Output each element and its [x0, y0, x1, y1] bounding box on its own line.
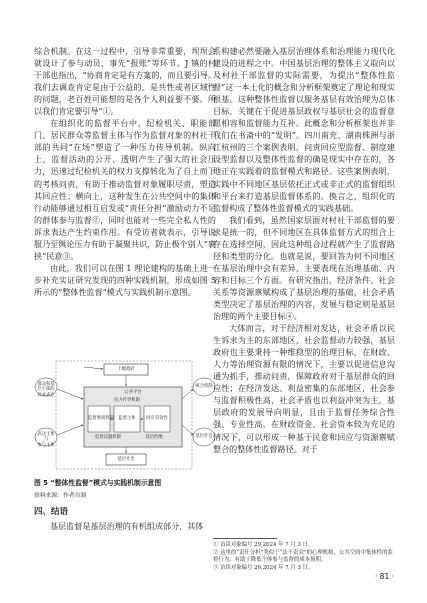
label-pressure: 压力传导机制 [114, 398, 140, 403]
label-inner-right: 回应有效性 [146, 416, 168, 421]
arrow [57, 389, 83, 399]
footnote-divider [213, 538, 277, 539]
label-right-bottom: 基层社会 [195, 434, 213, 439]
left-column [34, 46, 216, 299]
figure-source: 资料来源：作者自制 [34, 493, 87, 499]
figure-5-diagram [34, 359, 216, 473]
label-platform: 公共平台 [124, 390, 142, 395]
footnote: ② 这里的“责任分担”类似于“法不责众”的心理机制，公共空间中集体性的监督行为，有助于降低个体参与监督的成本预期。 [213, 549, 393, 564]
label-right-top: 统合机制 [195, 384, 213, 389]
arrow [182, 425, 193, 435]
arrow [84, 367, 103, 369]
footnote: ① 访谈对象编号 29,2024 年 7 月 3 日。 [213, 542, 314, 548]
label-left-top: 群众和基层干部的 诉求表达 [37, 382, 55, 398]
conclusion-block [34, 521, 216, 533]
body-paragraph: 在组织化的监督平台中，纪检机关、职能部门、居民群众等监督主体与作为监督对象的村社干部的共同“在场”塑造了一种压力传导机制。纵向上，监督活动的公开、透明产生了强大的社会压力，迅速过纪检机关的权力支撑转化为了自上而下的考核问责，有助于推动监督对象履职尽责，塑造其回应性；横向上，这种发生在公共空间中的集体行动能够通过相互启发或“责任分担”激励动力不足的群体参与监督②，同时也能对一些完全私人性的诉求表达产生约束作用。有受访者就表示，引导说服乃至舆论压力有助于凝聚共识，防止极个别人“裹挟”民意③。 [34, 119, 216, 261]
arrow [57, 425, 83, 435]
section-heading: 四、结语 [34, 507, 69, 517]
figure-caption: 图 5 “整体性监督”模式与实践机制示意图 [34, 479, 162, 487]
body-paragraph: 综合机制。在这一过程中，引导非常重要，坝坝会就设计了参与动员、事先“报账”等环节。J 镇的村干部也指出，“协商肯定是有方案的，而且要引导。我们去调查肯定是由于公益的，是共性或者区域性的问题，老百姓可能想的是各个人利益要不要。所以我们肯定要引导”①。 [34, 47, 216, 117]
arrow [182, 389, 193, 399]
right-column [213, 46, 395, 456]
label-inner-center: 监督主体 [118, 416, 136, 421]
label-party-committee: 上级政府 [117, 367, 135, 372]
body-paragraph: 我们看到，虽然国家层面对村社干部监督的要求是统一的，但不同地区在具体监督方式的组合上存在选择空间，因此这种组合过程就产生了监督路径和类型的分化。也就是说，要回答为何不同地区在基层治理中会有差异，主要表现在治理基础、内容和目标三个方面。有研究指出，经济条件、社会关系等资源禀赋构成了基层治理的基础，社会矛盾类型决定了基层治理的内容，发展与稳定则是基层治理的两个主要目标④。 [213, 215, 395, 322]
body-paragraph: 由此，我们可以在图 1 理论建构的基础上进一步补充实证研究发现的四种实践机制，形成如图 5 所示的“整体性监督”模式与实践机制示意图。 [34, 263, 216, 297]
label-inner-left: 监督事项机制 [88, 416, 114, 421]
footnote: ③ 访谈对象编号 29,2024 年 7 月 3 日。 [213, 564, 314, 571]
label-left-bottom: 表达主体与 参与主体 [37, 432, 55, 448]
footnotes [213, 542, 395, 572]
label-inner-bottom-left: 监督议题机制 [95, 435, 121, 440]
page-number: · 81 · [374, 572, 394, 581]
body-paragraph: 大体而言，对于经济相对发达，社会矛盾以民生诉求为主的东部地区，社会监督动力较强，基层政府也主要秉持一种维稳型的治理目标，在财政、人力等治理资源有限的情况下，主要以促进信息沟通为抓手，推动问责，保障政府对于基层群众的回应性；在经济发达、利益密集的东部地区，社会参与监督积极性高，社会矛盾也以利益冲突为主，基层政府的发展导向明显，且由于监督任务综合性强、专业性高，在财政资金、社会资本较为充足的情况下，可以形成一种基于民意和回应与资源禀赋整合的整体性监督路径。对于 [213, 324, 395, 454]
body-paragraph: 系构建必然要融入基层治理体系和治理能力现代化建设的进程之中。中国基层治理的整体主义取向以及村社干部监督的实际需要，为提出“整体性监督”这一本土化的概念和分析框架奠定了理论和现实根基。这种整体性监督以服务基层有效治理为总体目标，关键在于促进基层政权与基层社会的监督意愿相容和监督能力互补。此概念和分析框架也并非我们在书斋中的“发明”。四川南充、湖南株洲与浙江杭州的三个案例表明，问责回应型监督、制度建设型监督以及整体性监督的确是现实中存在的，各地正在实践着的监督模式和路径。这些案例表明，实践中不同地区基层依托正式或非正式的监督组织和平台来打造基层监督体系的。换言之，组织化的监督构成了整体性监督模式的实践基础。 [213, 47, 395, 213]
body-paragraph: 基层监督是基层治理的有机组成部分，其体 [50, 522, 204, 531]
label-bottom: 基层社会 [117, 457, 135, 462]
label-inner-bottom-right: 基层治理 [145, 435, 163, 440]
